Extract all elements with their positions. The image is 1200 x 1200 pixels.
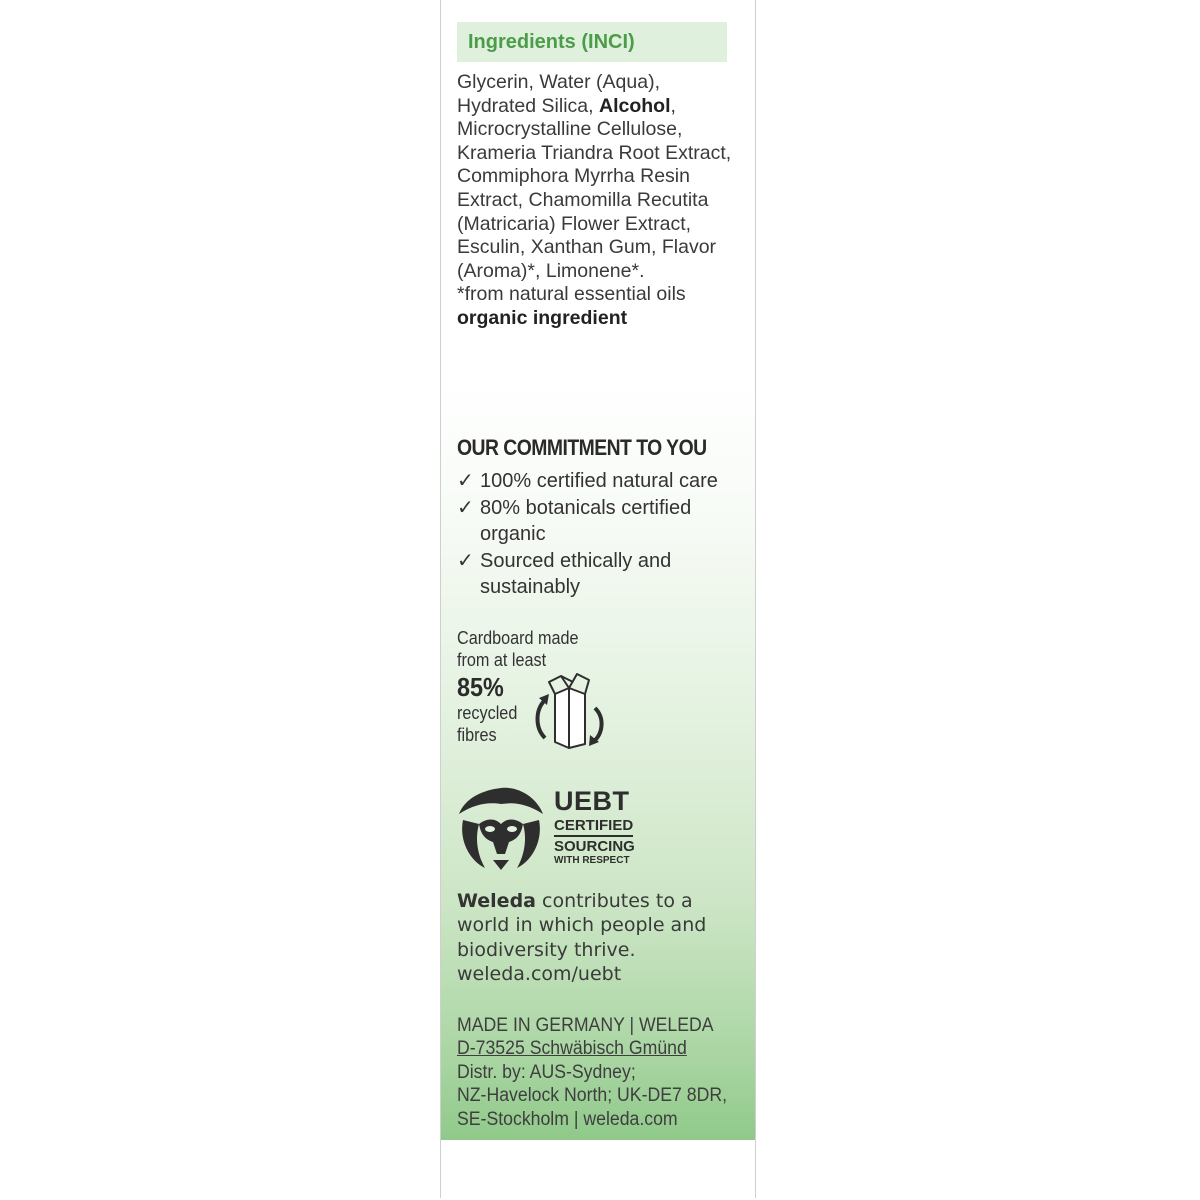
- ingredients-alcohol: Alcohol: [598, 94, 671, 117]
- cardboard-percent: 85%: [457, 672, 504, 702]
- cardboard-line-2: from at least: [457, 649, 547, 670]
- organic-ingredient-note: organic ingredient: [457, 306, 628, 329]
- uebt-certification: [554, 786, 635, 867]
- commitment-item-label: 80% botanicals certified organic: [480, 496, 692, 545]
- weleda-brand: Weleda: [457, 890, 536, 912]
- uebt-title: UEBT: [554, 786, 630, 816]
- uebt-certified: CERTIFIED: [554, 817, 633, 837]
- ingredients-rest: Microcrystalline Cellulose, Krameria Triandra Root Extract, Commiphora Myrrha Resin Extract, Chamomilla Recutita (Matricaria) Flower Extract, Esculin, Xanthan Gum, Flavor (Aroma)*, Limonene*.: [457, 118, 732, 282]
- manufacturer-line-3: Distr. by: AUS-Sydney;: [457, 1061, 636, 1083]
- commitment-item-label: 100% certified natural care: [480, 470, 718, 492]
- weleda-statement-text: contributes to a world in which people and biodiversity thrive.: [457, 890, 707, 961]
- ingredients-line-2-pre: Hydrated Silica,: [457, 94, 599, 117]
- cardboard-line-1: Cardboard made: [457, 628, 579, 648]
- commitment-list: [457, 468, 747, 601]
- uebt-sourcing: SOURCING: [554, 838, 635, 855]
- uebt-respect: WITH RESPECT: [554, 855, 630, 866]
- manufacturer-line-1: MADE IN GERMANY | WELEDA: [457, 1015, 714, 1036]
- cardboard-line-4: fibres: [457, 724, 497, 745]
- ingredients-header: Ingredients (INCI): [457, 22, 727, 62]
- ingredients-list: [457, 71, 742, 331]
- uebt-leaf-face-icon: [457, 784, 545, 872]
- ingredients-line-1: Glycerin, Water (Aqua),: [457, 71, 660, 93]
- ingredients-line-2-post: ,: [670, 94, 676, 117]
- panel-bottom-flap: [441, 1140, 755, 1198]
- weleda-url: weleda.com/uebt: [457, 962, 622, 985]
- manufacturer-line-5: SE-Stockholm | weleda.com: [457, 1108, 678, 1130]
- commitment-item: [457, 468, 747, 495]
- weleda-statement: [457, 889, 747, 986]
- commitment-item-label: Sourced ethically and sustainably: [480, 549, 672, 598]
- cardboard-line-3: recycled: [457, 703, 518, 723]
- check-icon: ✓: [457, 496, 474, 519]
- check-icon: ✓: [457, 470, 474, 492]
- check-icon: ✓: [457, 549, 474, 572]
- ingredients-footnote: *from natural essential oils: [457, 283, 686, 306]
- manufacturer-info: [457, 1014, 731, 1131]
- manufacturer-address: D-73525 Schwäbisch Gmünd: [457, 1038, 687, 1060]
- commitment-title: OUR COMMITMENT TO YOU: [457, 435, 707, 460]
- commitment-item: [457, 548, 747, 601]
- manufacturer-line-4: NZ-Havelock North; UK-DE7 8DR,: [457, 1085, 728, 1107]
- recycled-box-icon: [527, 672, 611, 752]
- commitment-item: [457, 495, 747, 548]
- product-box-side-panel: [440, 0, 756, 1198]
